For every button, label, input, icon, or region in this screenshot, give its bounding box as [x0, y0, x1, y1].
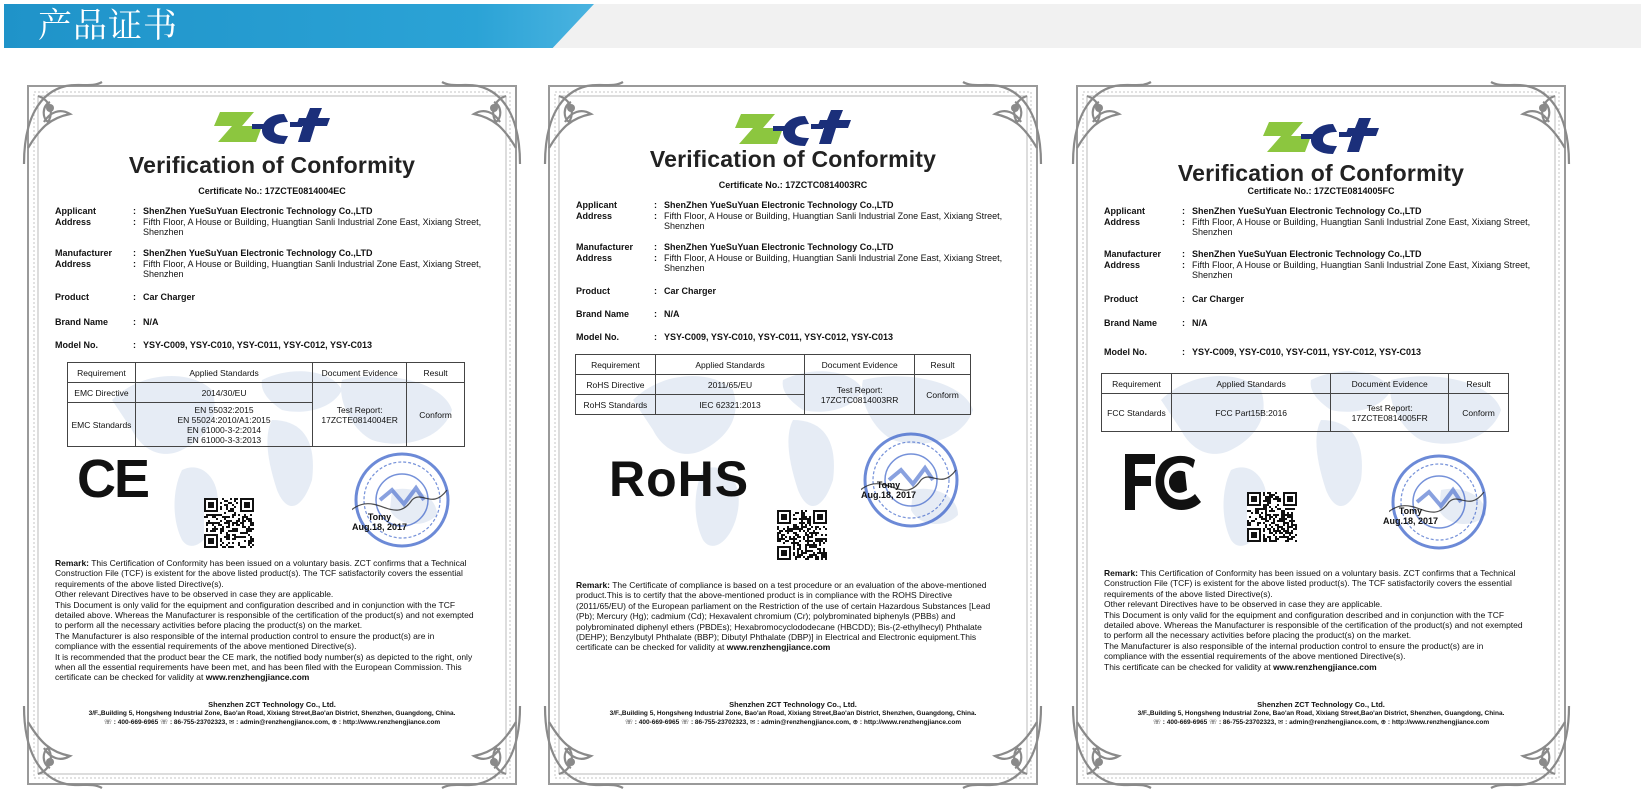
requirement-cell: EMC Directive [68, 383, 136, 403]
table-header-cell: Requirement [68, 363, 136, 383]
evidence-cell: Test Report: 17ZCTC0814003RR [805, 375, 915, 415]
table-header-cell: Result [1449, 374, 1509, 394]
signer [1383, 506, 1438, 526]
footer-contact: ☏ : 400-669-6965 ☏ : 86-755-23702323, ✉ : admin@renzhengjiance.com, ⊕ : http://www.renzhengjiance.com [103, 719, 441, 726]
evidence-cell: Test Report: 17ZCTE0814005FR [1331, 394, 1449, 432]
result-cell: Conform [915, 375, 971, 415]
zct-logo-icon [212, 104, 332, 148]
sign-date: Aug.18, 2017 [352, 522, 408, 532]
result-cell: Conform [1449, 394, 1509, 432]
footer-address: 3/F.,Building 5, Hongsheng Industrial Zone, Bao'an Road, Xixiang Street,Bao'an District, Shenzhen, Guangdong, China. [609, 710, 977, 717]
signer [352, 512, 407, 532]
remark-text: Remark: This Certification of Conformity has been issued on a voluntary basis. ZCT confirms that a Technical Construction File (TCF) is existent for the above listed product(s). The TCF satisfactorily covers the essential requirements of the above listed Directive(s). Other relevant Directives have to be observed in case they are applicable. This Document is only valid for the equipment and configuration described and in conjunction with the TCF detailed above. Whereas the Manufacturer is responsible of the certification of the product(s) and not exempted to perform all the necessary activities before placing the product(s) on the market. The Manufacturer is also responsible of the internal production control to ensure the product(s) are in compliance with the essential requirements of the above mentioned Directive(s). It is recommended that the product bear the CE mark, the notified body number(s) as depicted to the right, only when all the essential requirements have been met, and has been filed with the European Commission. This certificate can be checked for validity at www.renzhengjiance.com [55, 558, 474, 683]
result-cell: Conform [407, 383, 465, 447]
certificate-footer [1101, 700, 1541, 727]
requirement-cell: EMC Standards [68, 403, 136, 447]
standard-cell: EN 55032:2015 EN 55024:2010/A1:2015 EN 61000-3-2:2014 EN 61000-3-3:2013 [135, 403, 312, 447]
compliance-mark [77, 448, 148, 510]
table-header-row [68, 363, 465, 383]
footer-company: Shenzhen ZCT Technology Co., Ltd. [208, 700, 336, 709]
banner-title: 产品证书 [38, 6, 178, 46]
table-header-cell: Document Evidence [805, 355, 915, 375]
table-header-cell: Requirement [1102, 374, 1172, 394]
standard-cell: FCC Part15B:2016 [1171, 394, 1330, 432]
signer-name: Tomy [876, 480, 901, 490]
footer-company: Shenzhen ZCT Technology Co., Ltd. [729, 700, 857, 709]
sign-date: Aug.18, 2017 [861, 490, 917, 500]
signer-name: Tomy [1398, 506, 1423, 516]
table-row [68, 383, 465, 403]
certificate-title: Verification of Conformity [128, 152, 416, 178]
standard-cell: IEC 62321:2013 [655, 395, 804, 415]
evidence-cell: Test Report: 17ZCTE0814004ER [313, 383, 407, 447]
remark-link: www.renzhengjiance.com [205, 672, 310, 683]
ce-mark: CE [77, 449, 149, 509]
certificate-1: Verification of Conformity Certificate No.: 17ZCTE0814004EC Applicant Address : : ShenZhen YueSuYuan Electronic Technology Co.,LTD Fifth Floor, A House or Building, Huangtian Sanli Industrial Zone East, Xixiang Street, Shenzhen Manufacturer Address : : ShenZhen YueSuYuan Electronic Technology Co.,LTD Fifth Floor, A House or Building, Huangtian Sanli Industrial Zone East, Xixiang Street, Shenzhen Product : Car Charger Brand Name : N/A Model No. : YSY-C009, YSY-C010, YSY-C011, YSY-C012, YSY-C013 Requirement Applied Standards Document Evidence Result EMC Directive 2014/30/EU Test Report: 17ZCTE0814004ER Conform EMC Standards EN 55032:2015 EN 55024:2010/A1:2015 EN 61000-3-2:2014 EN 61000-3-3:2013 CE Tomy Aug.18, 2017 Remark: This Certification of Conformity has been issued on a voluntary basis. ZCT confirms that a Technical Construction File (TCF) is existent for the above listed product(s). The TCF satisfactorily covers the essential requirements of the above listed Directive(s). Other relevant Directives have to be observed in case they are applicable. This Document is only valid for the equipment and configuration described and in conjunction with the TCF detailed above. Whereas the Manufacturer is responsible of the certification of the product(s) and not exempted to perform all the necessary activities before placing the product(s) on the market. The Manufacturer is also responsible of the internal production control to ensure the product(s) are in compliance with the essential requirements of the above mentioned Directive(s). It is recommended that the product bear the CE mark, the notified body number(s) as depicted to the right, only when all the essential requirements have been met, and has been filed with the European Commission. This certificate can be checked for validity at www.renzhengjiance.com Shenzhen ZCT Technology Co., Ltd. 3/F.,Building 5, Hongsheng Industrial Zone, Bao'an Road, Xixiang Street,Bao'an District, Shenzhen, Guangdong, China. ☏ : 400-669-6965 ☏ : 86-755-23702323, ✉ : admin@renzhengjiance.com, ⊕ : http://www.renzhengjiance.com [22, 80, 522, 790]
certificate-2: Verification of Conformity Certificate No.: 17ZCTC0814003RC Applicant Address : : ShenZhen YueSuYuan Electronic Technology Co.,LTD Fifth Floor, A House or Building, Huangtian Sanli Industrial Zone East, Xixiang Street, Shenzhen Manufacturer Address : : ShenZhen YueSuYuan Electronic Technology Co.,LTD Fifth Floor, A House or Building, Huangtian Sanli Industrial Zone East, Xixiang Street, Shenzhen Product : Car Charger Brand Name : N/A Model No. : YSY-C009, YSY-C010, YSY-C011, YSY-C012, YSY-C013 Requirement Applied Standards Document Evidence Result RoHS Directive 2011/65/EU Test Report: 17ZCTC0814003RR Conform RoHS Standards IEC 62321:2013 RoHS Tomy Aug.18, 2017 Remark: The Certificate of compliance is based on a test procedure or an evaluation of the above-mentioned product.This is to certify that the above-mentioned product is in compliance with the ROHS Directive (2011/65/EU) of the European parliament on the Restriction of the use of certain Hazardous Substances [Lead (Pb); Mercury (Hg); cadmium (Cd); Hexavalent chromium (Cr); polybrominated biphenyls (PBBs) and polybrominated diphenyl ethers (PBDEs); Hexabromocyclododecane (HBCDD); Bis-(2-ethylhecyl) Phthalate (DEHP); Benzylbutyl Phthalate (BBP); Dibutyl Phthalate (DBP)] in Electrical and Electronic equipment.This certificate can be checked for validity at www.renzhengjiance.com Shenzhen ZCT Technology Co., Ltd. 3/F.,Building 5, Hongsheng Industrial Zone, Bao'an Road, Xixiang Street,Bao'an District, Shenzhen, Guangdong, China. ☏ : 400-669-6965 ☏ : 86-755-23702323, ✉ : admin@renzhengjiance.com, ⊕ : http://www.renzhengjiance.com [543, 80, 1043, 790]
table-header-cell: Result [915, 355, 971, 375]
remark-link: www.renzhengjiance.com [726, 642, 831, 653]
table-header-cell: Requirement [576, 355, 656, 375]
approval-seal-icon [352, 450, 452, 550]
table-header-cell: Applied Standards [655, 355, 804, 375]
footer-company: Shenzhen ZCT Technology Co., Ltd. [1257, 700, 1385, 709]
footer-contact: ☏ : 400-669-6965 ☏ : 86-755-23702323, ✉ : admin@renzhengjiance.com, ⊕ : http://www.renzhengjiance.com [1152, 719, 1490, 726]
certificate-number: Certificate No.: 17ZCTE0814004EC [198, 186, 346, 196]
standard-cell: 2014/30/EU [135, 383, 312, 403]
remark-text: Remark: The Certificate of compliance is based on a test procedure or an evaluation of the above-mentioned product.This is to certify that the above-mentioned product is in compliance with the ROHS Directive (2011/65/EU) of the European parliament on the Restriction of the use of certain Hazardous Substances [Lead (Pb); Mercury (Hg); cadmium (Cd); Hexavalent chromium (Cr); polybrominated biphenyls (PBBs) and polybrominated diphenyl ethers (PBDEs); Hexabromocyclododecane (HBCDD); Bis-(2-ethylhecyl) Phthalate (DEHP); Benzylbutyl Phthalate (BBP); Dibutyl Phthalate (DBP)] in Electrical and Electronic equipment.This certificate can be checked for validity at www.renzhengjiance.com [576, 580, 991, 653]
table-row [576, 375, 971, 395]
table-header-row [576, 355, 971, 375]
section-banner [0, 0, 1641, 52]
certificate-number: Certificate No.: 17ZCTE0814005FC [1247, 186, 1395, 196]
standard-cell: 2011/65/EU [655, 375, 804, 395]
zct-logo-icon [733, 106, 853, 150]
qr-code-icon [1247, 492, 1297, 542]
approval-seal-icon [1389, 452, 1489, 552]
fcc-mark-icon [1121, 450, 1205, 514]
footer-address: 3/F.,Building 5, Hongsheng Industrial Zone, Bao'an Road, Xixiang Street,Bao'an District, Shenzhen, Guangdong, China. [1137, 710, 1505, 717]
table-header-cell: Applied Standards [135, 363, 312, 383]
remark-text: Remark: This Certification of Conformity has been issued on a voluntary basis. ZCT confirms that a Technical Construction File (TCF) is existent for the above listed product(s). The TCF satisfactorily covers the essential requirements of the above listed Directive(s). Other relevant Directives have to be observed in case they are applicable. This Document is only valid for the equipment and configuration described and in conjunction with the TCF detailed above. Whereas the Manufacturer is responsible of the certification of the product(s) and not exempted to perform all the necessary activities before placing the product(s) on the market. The Manufacturer is also responsible of the internal production control to ensure the product(s) are in compliance with the essential requirements of the above mentioned Directive(s). This certificate can be checked for validity at www.renzhengjiance.com [1104, 568, 1523, 672]
zct-logo-icon [1261, 114, 1381, 158]
fcc-mark-text [1127, 472, 1128, 473]
standards-table [1101, 373, 1509, 432]
table-row [1102, 394, 1509, 432]
certificate-3: Verification of Conformity Certificate No.: 17ZCTE0814005FC Applicant Address : : ShenZhen YueSuYuan Electronic Technology Co.,LTD Fifth Floor, A House or Building, Huangtian Sanli Industrial Zone East, Xixiang Street, Shenzhen Manufacturer Address : : ShenZhen YueSuYuan Electronic Technology Co.,LTD Fifth Floor, A House or Building, Huangtian Sanli Industrial Zone East, Xixiang Street, Shenzhen Product : Car Charger Brand Name : N/A Model No. : YSY-C009, YSY-C010, YSY-C011, YSY-C012, YSY-C013 Requirement Applied Standards Document Evidence Result FCC Standards FCC Part15B:2016 Test Report: 17ZCTE0814005FR Conform Tomy Aug.18, 2017 Remark: This Certification of Conformity has been issued on a voluntary basis. ZCT confirms that a Technical Construction File (TCF) is existent for the above listed product(s). The TCF satisfactorily covers the essential requirements of the above listed Directive(s). Other relevant Directives have to be observed in case they are applicable. This Document is only valid for the equipment and configuration described and in conjunction with the TCF detailed above. Whereas the Manufacturer is responsible of the certification of the product(s) and not exempted to perform all the necessary activities before placing the product(s) on the market. The Manufacturer is also responsible of the internal production control to ensure the product(s) are in compliance with the essential requirements of the above mentioned Directive(s). This certificate can be checked for validity at www.renzhengjiance.com Shenzhen ZCT Technology Co., Ltd. 3/F.,Building 5, Hongsheng Industrial Zone, Bao'an Road, Xixiang Street,Bao'an District, Shenzhen, Guangdong, China. ☏ : 400-669-6965 ☏ : 86-755-23702323, ✉ : admin@renzhengjiance.com, ⊕ : http://www.renzhengjiance.com [1071, 80, 1571, 790]
requirement-cell: RoHS Standards [576, 395, 656, 415]
table-header-cell: Document Evidence [1331, 374, 1449, 394]
requirement-cell: RoHS Directive [576, 375, 656, 395]
certificate-title: Verification of Conformity [1177, 160, 1465, 186]
certificate-title: Verification of Conformity [649, 146, 937, 172]
standards-table [67, 362, 465, 447]
zct-logo [22, 104, 522, 153]
table-header-row [1102, 374, 1509, 394]
rohs-mark: RoHS [609, 451, 750, 507]
signer-name: Tomy [367, 512, 392, 522]
qr-code-icon [777, 510, 827, 560]
footer-address: 3/F.,Building 5, Hongsheng Industrial Zone, Bao'an Road, Xixiang Street,Bao'an District, Shenzhen, Guangdong, China. [88, 710, 456, 717]
signer [861, 480, 916, 500]
zct-logo [1071, 114, 1571, 163]
remark-link: www.renzhengjiance.com [1273, 661, 1377, 672]
footer-contact: ☏ : 400-669-6965 ☏ : 86-755-23702323, ✉ : admin@renzhengjiance.com, ⊕ : http://www.renzhengjiance.com [624, 719, 962, 726]
compliance-mark [609, 450, 749, 508]
requirement-cell: FCC Standards [1102, 394, 1172, 432]
table-header-cell: Result [407, 363, 465, 383]
certificate-footer [52, 700, 492, 727]
certificate-number: Certificate No.: 17ZCTC0814003RC [718, 180, 868, 190]
qr-code-icon [204, 498, 254, 548]
table-header-cell: Document Evidence [313, 363, 407, 383]
table-header-cell: Applied Standards [1171, 374, 1330, 394]
standards-table [575, 354, 971, 415]
sign-date: Aug.18, 2017 [1383, 516, 1439, 526]
certificate-footer [573, 700, 1013, 727]
compliance-mark [1121, 450, 1205, 519]
